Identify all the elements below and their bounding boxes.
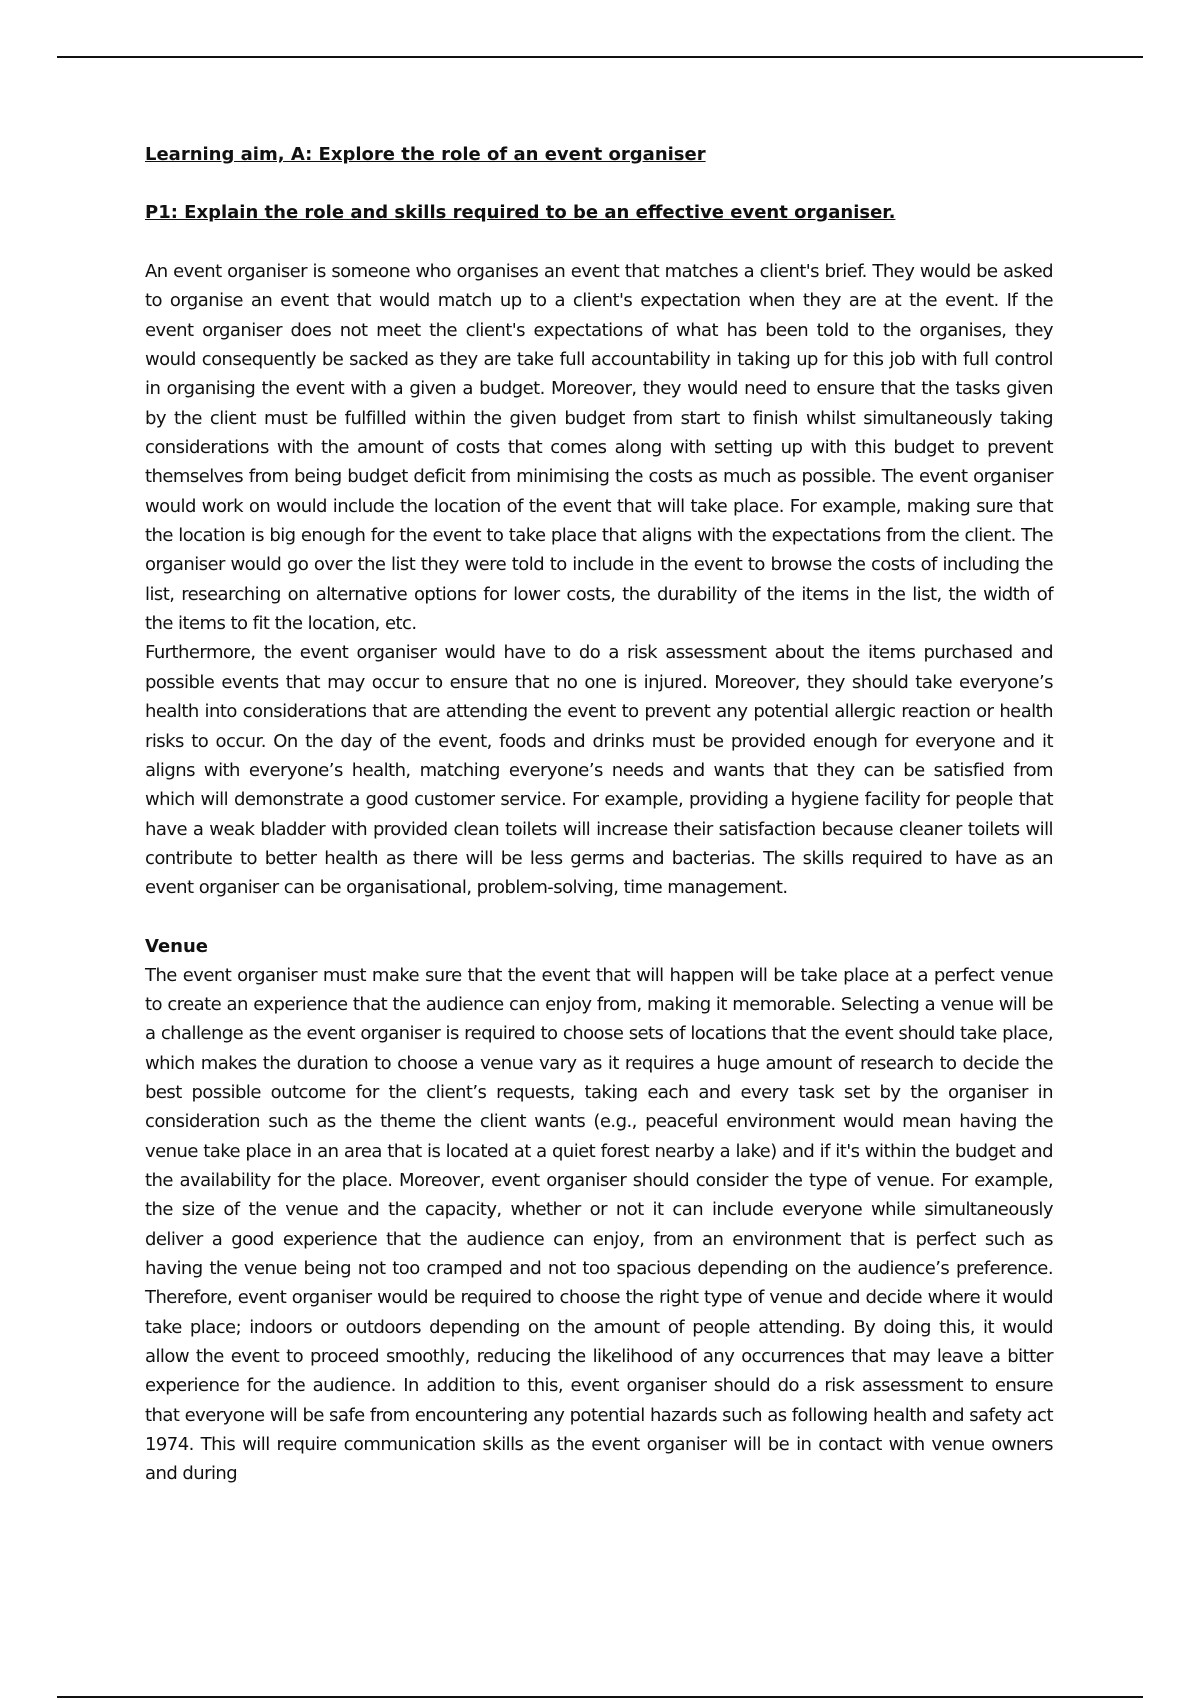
paragraph-venue: The event organiser must make sure that the event that will happen will be take place at a perfect venue to create an experience that the audience can enjoy from, making it memorable. Selecting a venue will be a challenge as the event organiser is required to choose sets of locations that the event should take place, which makes the duration to choose a venue vary as it requires a huge amount of research to decide the best possible outcome for the client’s requests, taking each and every task set by the organiser in consideration such as the theme the client wants (e.g., peaceful environment would mean having the venue take place in an area that is located at a quiet forest nearby a lake) and if it's within the budget and the availability for the place. Moreover, event organiser should consider the type of venue. For example, the size of the venue and the capacity, whether or not it can include everyone while simultaneously deliver a good experience that the audience can enjoy, from an environment that is perfect such as having the venue being not too cramped and not too spacious depending on the audience’s preference. Therefore, event organiser would be required to choose the right type of venue and decide where it would take place; indoors or outdoors depending on the amount of people attending. By doing this, it would allow the event to proceed smoothly, reducing the likelihood of any occurrences that may leave a bitter experience for the audience. In addition to this, event organiser should do a risk assessment to ensure that everyone will be safe from encountering any potential hazards such as following health and safety act 1974. This will require communication skills as the event organiser will be in contact with venue owners and during — [145, 964, 1053, 1485]
footer-rule — [57, 1696, 1143, 1698]
paragraph-role: An event organiser is someone who organises an event that matches a client's brief. They would be asked to organise an event that would match up to a client's expectation when they are at the event. If the event organiser does not meet the client's expectations of what has been told to the organises, they would consequently be sacked as they are take full accountability in taking up for this job with full control in organising the event with a given a budget. Moreover, they would need to ensure that the tasks given by the client must be fulfilled within the given budget from start to finish whilst simultaneously taking considerations with the amount of costs that comes along with setting up with this budget to prevent themselves from being budget deficit from minimising the costs as much as possible. The event organiser would work on would include the location of the event that will take place. For example, making sure that the location is big enough for the event to take place that aligns with the expectations from the client. The organiser would go over the list they were told to include in the event to browse the costs of including the list, researching on alternative options for lower costs, the durability of the items in the list, the width of the items to fit the location, etc. — [145, 261, 1053, 635]
learning-aim-heading: Learning aim, A: Explore the role of an event organiser — [145, 144, 706, 165]
section-gap — [145, 903, 1053, 932]
header-rule — [57, 56, 1143, 58]
p1-heading: P1: Explain the role and skills required to be an effective event organiser. — [145, 202, 896, 223]
venue-heading: Venue — [145, 935, 208, 957]
document-body — [145, 143, 1053, 1489]
paragraph-risk-assessment: Furthermore, the event organiser would have to do a risk assessment about the items purchased and possible events that may occur to ensure that no one is injured. Moreover, they should take everyone’s health into considerations that are attending the event to prevent any potential allergic reaction or health risks to occur. On the day of the event, foods and drinks must be provided enough for everyone and it aligns with everyone’s health, matching everyone’s needs and wants that they can be satisfied from which will demonstrate a good customer service. For example, providing a hygiene facility for people that have a weak bladder with provided clean toilets will increase their satisfaction because cleaner toilets will contribute to better health as there will be less germs and bacterias. The skills required to have as an event organiser can be organisational, problem-solving, time management. — [145, 642, 1053, 899]
